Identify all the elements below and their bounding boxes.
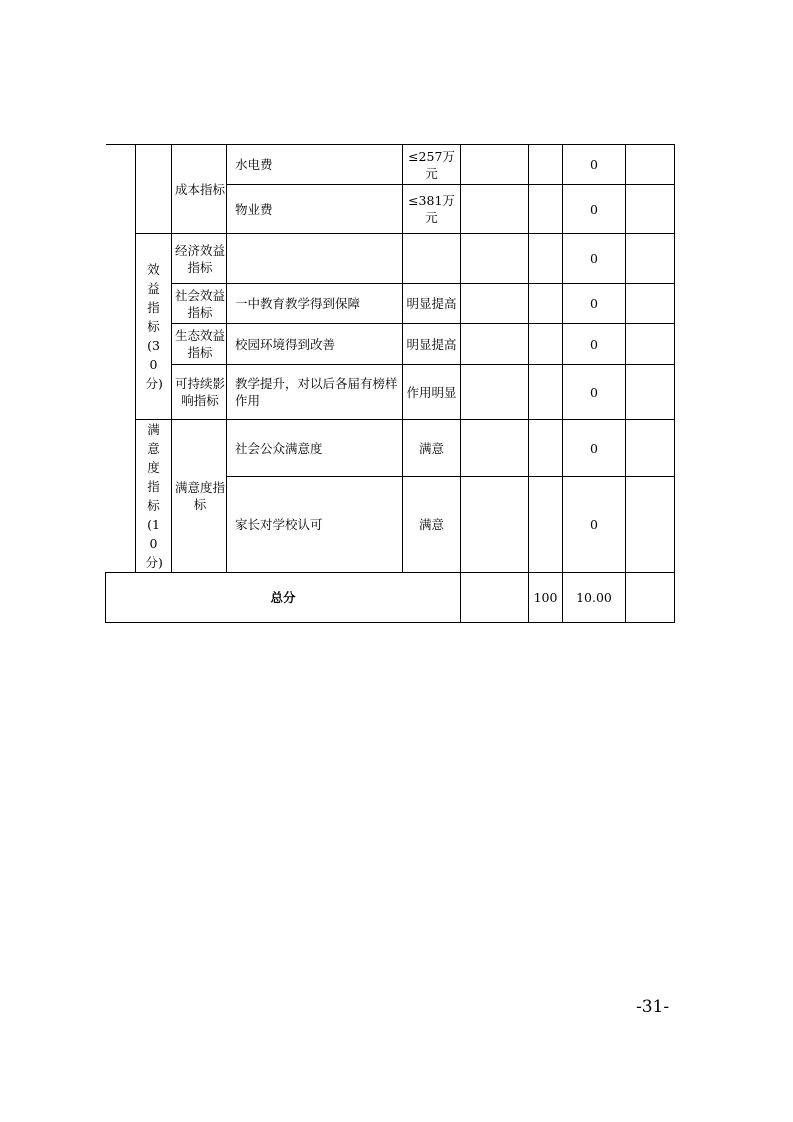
actual-cell	[461, 324, 529, 365]
note-cell	[626, 420, 675, 477]
total-row	[106, 573, 675, 623]
weight-cell	[529, 145, 563, 185]
weight-cell	[529, 185, 563, 234]
content-cell: 校园环境得到改善	[227, 324, 403, 365]
satisfaction-indicator-cell: 满意度指标	[172, 420, 227, 573]
score-cell: 0	[563, 477, 626, 573]
target-cell: 作用明显	[403, 365, 461, 420]
target-cell: 满意	[403, 477, 461, 573]
content-cell: 水电费	[227, 145, 403, 185]
actual-cell	[461, 284, 529, 324]
note-cell	[626, 365, 675, 420]
level1-cell-blank	[106, 145, 136, 573]
weight-cell	[529, 420, 563, 477]
actual-cell	[461, 185, 529, 234]
actual-cell	[461, 365, 529, 420]
table-row	[106, 420, 675, 477]
note-cell	[626, 284, 675, 324]
actual-cell	[461, 420, 529, 477]
target-cell: 明显提高	[403, 284, 461, 324]
weight-cell	[529, 234, 563, 284]
score-cell: 0	[563, 234, 626, 284]
total-score: 10.00	[563, 573, 626, 623]
indicator-cell: 社会效益指标	[172, 284, 227, 324]
note-cell	[626, 234, 675, 284]
score-cell: 0	[563, 324, 626, 365]
weight-cell	[529, 365, 563, 420]
note-cell	[626, 324, 675, 365]
target-cell: 满意	[403, 420, 461, 477]
page-number: -31-	[636, 997, 670, 1017]
cost-indicator-label: 成本指标	[174, 181, 225, 197]
actual-cell	[461, 145, 529, 185]
score-cell: 0	[563, 420, 626, 477]
note-cell	[626, 145, 675, 185]
satisfaction-category-label: 满意度指标(10分)	[145, 422, 163, 570]
content-cell: 一中教育教学得到保障	[227, 284, 403, 324]
indicator-cell: 可持续影响指标	[172, 365, 227, 420]
table-row	[106, 365, 675, 420]
satisfaction-category-cell	[136, 420, 172, 573]
table-row	[106, 145, 675, 185]
total-weight: 100	[529, 573, 563, 623]
level2-cell-blank	[136, 145, 172, 234]
benefit-category-label: 效益指标(30分)	[145, 262, 163, 391]
target-cell: 明显提高	[403, 324, 461, 365]
actual-cell	[461, 234, 529, 284]
indicator-cell: 生态效益指标	[172, 324, 227, 365]
performance-table	[105, 144, 675, 623]
actual-cell	[461, 477, 529, 573]
note-cell	[626, 573, 675, 623]
content-cell: 物业费	[227, 185, 403, 234]
score-cell: 0	[563, 145, 626, 185]
score-cell: 0	[563, 284, 626, 324]
note-cell	[626, 185, 675, 234]
content-cell: 家长对学校认可	[227, 477, 403, 573]
benefit-category-cell	[136, 234, 172, 420]
cost-indicator-cell	[172, 145, 227, 234]
target-cell: ≤257万元	[403, 145, 461, 185]
content-cell: 教学提升，对以后各届有榜样作用	[227, 365, 403, 420]
score-cell: 0	[563, 185, 626, 234]
table-row	[106, 324, 675, 365]
total-label: 总分	[106, 573, 461, 623]
actual-cell	[461, 573, 529, 623]
target-cell: ≤381万元	[403, 185, 461, 234]
weight-cell	[529, 284, 563, 324]
table-row	[106, 284, 675, 324]
content-cell: 社会公众满意度	[227, 420, 403, 477]
table-row	[106, 234, 675, 284]
note-cell	[626, 477, 675, 573]
indicator-cell: 经济效益指标	[172, 234, 227, 284]
score-cell: 0	[563, 365, 626, 420]
target-cell	[403, 234, 461, 284]
content-cell	[227, 234, 403, 284]
weight-cell	[529, 324, 563, 365]
weight-cell	[529, 477, 563, 573]
